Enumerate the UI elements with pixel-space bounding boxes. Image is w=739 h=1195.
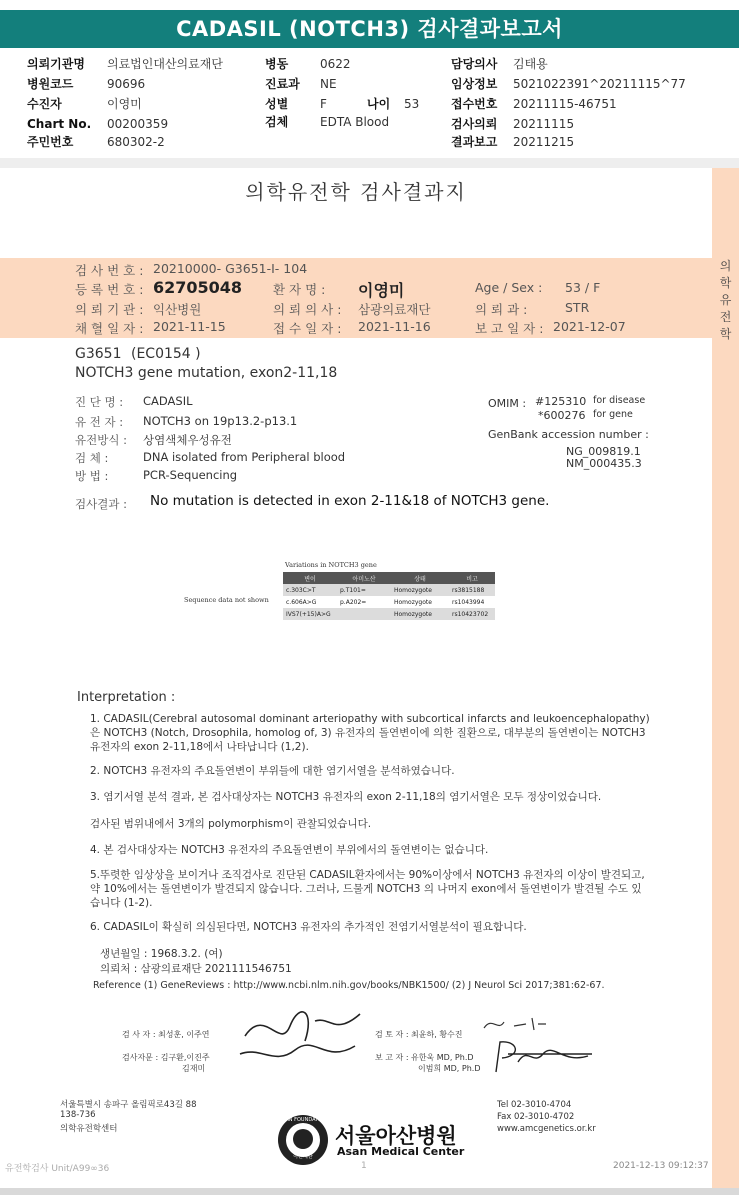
table-cell: c.606A>G	[286, 598, 317, 606]
address-line: 서울특별시 송파구 올림픽로43길 88	[60, 1100, 197, 1110]
table-cell: p.A202=	[340, 598, 367, 606]
diagnosis: CADASIL	[143, 394, 193, 408]
sheet-title: 의학유전학 검사결과지	[245, 180, 467, 204]
result-label: 검사결과 :	[75, 497, 127, 511]
asan-seal-icon	[278, 1115, 328, 1165]
header-label: 성별	[265, 97, 289, 111]
hospital-name-en: Asan Medical Center	[337, 1145, 465, 1158]
website: www.amcgenetics.or.kr	[497, 1124, 596, 1134]
fax: Fax 02-3010-4702	[497, 1112, 575, 1122]
interp-item: 4. 본 검사대상자는 NOTCH3 유전자의 주요돌연변이 부위에서의 돌연변이는 없습니다.	[90, 844, 489, 856]
table-header: 비고	[449, 572, 495, 584]
req-inst: 익산병원	[153, 302, 202, 317]
variations-table-wrap	[283, 572, 495, 620]
header-value: 90696	[107, 77, 146, 91]
header-value: 0622	[320, 57, 351, 71]
omim-disease: #125310	[535, 395, 587, 408]
table-cell: rs3815188	[449, 584, 495, 596]
header-label: 진료과	[265, 77, 300, 91]
header-value: 00200359	[107, 117, 169, 131]
table-cell: rs1043994	[452, 598, 485, 606]
table-cell: Homozygote	[394, 598, 432, 606]
dept-label: 의 뢰 과 :	[475, 302, 528, 317]
table-header-row	[283, 572, 495, 584]
info-band	[0, 258, 712, 338]
vertical-char: 유	[719, 293, 732, 307]
genbank-2: NM_000435.3	[566, 457, 642, 470]
report-date: 2021-12-07	[553, 319, 626, 334]
table-cell: IVS7(+15)A>G	[283, 608, 337, 620]
examiner-signature-icon	[235, 1006, 365, 1068]
report-label: 보 고 일 자 :	[475, 321, 544, 336]
header-label: 주민번호	[27, 135, 74, 149]
advisor: 검사자문 : 김구환,이진주	[122, 1053, 210, 1062]
variations-table	[283, 572, 495, 620]
test-code-sub: (EC0154 )	[131, 346, 201, 362]
genbank-label: GenBank accession number :	[488, 428, 649, 441]
req-doc: 삼광의료재단	[358, 302, 431, 317]
reporter: 보 고 자 : 유한욱 MD, Ph.D	[375, 1053, 474, 1062]
birth-date: 생년월일 : 1968.3.2. (여)	[100, 948, 223, 960]
vertical-char: 의	[719, 259, 732, 273]
sequence-note: Sequence data not shown	[184, 596, 269, 604]
header-value: EDTA Blood	[320, 115, 390, 129]
interp-item: 1. CADASIL(Cerebral autosomal dominant arteriopathy with subcortical infarcts and leukoencephalopathy)은 NOTCH3 (Notch, Drosophila, homolog of, 3) 유전자의 돌연변이에 의한 질환으로, 대부분의 돌연변이는 NOTCH3 유전자의 exon 2-11,18에서 나타납니다 (1,2).	[90, 713, 650, 753]
header-value: 20211215	[513, 135, 575, 149]
header-value: 이영미	[107, 97, 142, 111]
header-value: 5021022391^20211115^77	[513, 77, 686, 91]
interpretation-label: Interpretation :	[77, 690, 176, 705]
header-value: 20211115-46751	[513, 97, 617, 111]
collect-label: 채 혈 일 자 :	[75, 321, 144, 336]
variations-title: Variations in NOTCH3 gene	[285, 561, 377, 569]
table-cell: rs10423702	[449, 608, 495, 620]
age-value: 53	[404, 97, 420, 111]
patient-name: 이영미	[358, 281, 405, 300]
table-cell: Homozygote	[391, 608, 449, 620]
test-name: NOTCH3 gene mutation, exon2-11,18	[75, 365, 338, 381]
header-label: 병원코드	[27, 77, 74, 91]
test-no: 20210000- G3651-I- 104	[153, 261, 308, 276]
omim-disease-note: for disease	[593, 395, 646, 406]
header-label: 임상정보	[451, 77, 498, 91]
advisor-2: 김재미	[182, 1064, 206, 1073]
header-label: 접수번호	[451, 97, 498, 111]
examiner: 검 사 자 : 최성훈, 이주연	[122, 1030, 210, 1039]
receive-label: 접 수 일 자 :	[273, 321, 342, 336]
receive-date: 2021-11-16	[358, 319, 431, 334]
agesex: 53 / F	[565, 280, 601, 295]
header-label: 병동	[265, 57, 289, 71]
reg-no-label: 등 록 번 호 :	[75, 282, 144, 297]
method-label: 방 법 :	[75, 469, 109, 483]
address-center: 의학유전학센터	[60, 1124, 118, 1134]
table-row	[283, 584, 495, 596]
page-number: 1	[361, 1161, 367, 1171]
gene: NOTCH3 on 19p13.2-p13.1	[143, 414, 298, 428]
table-cell: Homozygote	[391, 584, 449, 596]
header-value: NE	[320, 77, 337, 91]
hospital-name-kr: 서울아산병원	[335, 1124, 457, 1148]
header-label: 수진자	[27, 97, 62, 111]
vertical-char: 학	[719, 327, 732, 341]
table-cell	[337, 608, 391, 620]
header-label: 검체	[265, 115, 289, 129]
header-value: F	[320, 97, 327, 111]
header-label: 의뢰기관명	[27, 57, 85, 71]
requester: 의뢰처 : 삼광의료재단 2021111546751	[100, 963, 292, 975]
table-row	[283, 596, 495, 608]
patient-header	[0, 48, 739, 158]
address-zip: 138-736	[60, 1110, 96, 1120]
table-header: 아미노산	[337, 572, 391, 584]
table-cell: p.T101=	[337, 584, 391, 596]
omim-label: OMIM :	[488, 397, 527, 410]
specimen-label: 검 체 :	[75, 451, 109, 465]
genbank-1: NG_009819.1	[566, 445, 641, 458]
footer-timestamp: 2021-12-13 09:12:37	[613, 1161, 709, 1171]
reg-no: 62705048	[153, 278, 243, 297]
patient-label: 환 자 명 :	[273, 282, 326, 297]
vertical-char: 학	[719, 276, 732, 290]
vertical-label	[712, 258, 739, 343]
dept: STR	[565, 300, 590, 315]
header-value: 김태용	[513, 57, 548, 71]
table-header: 변이	[283, 572, 337, 584]
result-text: No mutation is detected in exon 2-11&18 of NOTCH3 gene.	[150, 493, 550, 509]
method: PCR-Sequencing	[143, 468, 238, 482]
header-label: 검사의뢰	[451, 117, 498, 131]
collect-date: 2021-11-15	[153, 319, 226, 334]
interp-item: 검사된 범위내에서 3개의 polymorphism이 관찰되었습니다.	[90, 818, 372, 830]
omim-gene: *600276	[538, 409, 586, 422]
test-no-label: 검 사 번 호 :	[75, 263, 144, 278]
specimen: DNA isolated from Peripheral blood	[143, 450, 346, 464]
header-value: 680302-2	[107, 135, 165, 149]
reviewer-signature-icon	[480, 1014, 550, 1036]
vertical-char: 전	[719, 310, 732, 324]
tel: Tel 02-3010-4704	[497, 1100, 572, 1110]
diag-label: 진 단 명 :	[75, 395, 124, 409]
seal-sub: 아산재단	[293, 1154, 313, 1160]
reference: Reference (1) GeneReviews : http://www.ncbi.nlm.nih.gov/books/NBK1500/ (2) J Neurol Sci 2017;381:62-67.	[93, 980, 605, 991]
footer-left: 유전학검사 Unit/A99∞36	[5, 1164, 110, 1174]
interp-item: 6. CADASIL이 확실히 의심된다면, NOTCH3 유전자의 추가적인 전염기서열분석이 필요합니다.	[90, 921, 527, 933]
separator	[0, 158, 739, 168]
inherit-label: 유전방식 :	[75, 433, 127, 447]
interp-item: 3. 염기서열 분석 결과, 본 검사대상자는 NOTCH3 유전자의 exon 2-11,18의 염기서열은 모두 정상이었습니다.	[90, 791, 602, 803]
table-header: 상태	[391, 572, 449, 584]
header-label: 담당의사	[451, 57, 498, 71]
table-cell: c.303C>T	[283, 584, 337, 596]
reporter-2: 이범희 MD, Ph.D	[418, 1064, 481, 1073]
age-label: 나이	[367, 97, 391, 111]
interp-item: 5.뚜렷한 임상상을 보이거나 조직검사로 진단된 CADASIL환자에서는 90%이상에서 NOTCH3 유전자의 이상이 발견되고, 약 10%에서는 돌연변이가 발견되지 않습니다. 그러나, 드물게 NOTCH3 의 나머지 exon에서 돌연변이가 발견될 수도 있습니다 (1-2).	[90, 869, 645, 909]
reviewer: 검 토 자 : 최윤하, 황수진	[375, 1030, 463, 1039]
inheritance: 상염색체우성유전	[143, 433, 232, 447]
agesex-label: Age / Sex :	[475, 280, 543, 295]
report-title: CADASIL (NOTCH3) 검사결과보고서	[0, 10, 739, 48]
req-doc-label: 의 뢰 의 사 :	[273, 302, 342, 317]
omim-gene-note: for gene	[593, 409, 633, 420]
test-code: G3651	[75, 346, 122, 362]
interp-item: 2. NOTCH3 유전자의 주요돌연변이 부위들에 대한 염기서열을 분석하였습니다.	[90, 765, 455, 777]
seal-text: ASAN FOUNDATION	[278, 1117, 328, 1123]
gene-label: 유 전 자 :	[75, 415, 124, 429]
bottom-band	[0, 1188, 739, 1195]
header-value: 의료법인대산의료재단	[107, 57, 223, 71]
result-sheet	[0, 168, 739, 1195]
header-label: Chart No.	[27, 117, 92, 131]
req-inst-label: 의 뢰 기 관 :	[75, 302, 144, 317]
reporter-signature-icon	[488, 1036, 598, 1076]
header-label: 결과보고	[451, 135, 498, 149]
header-value: 20211115	[513, 117, 575, 131]
table-row	[283, 608, 495, 620]
